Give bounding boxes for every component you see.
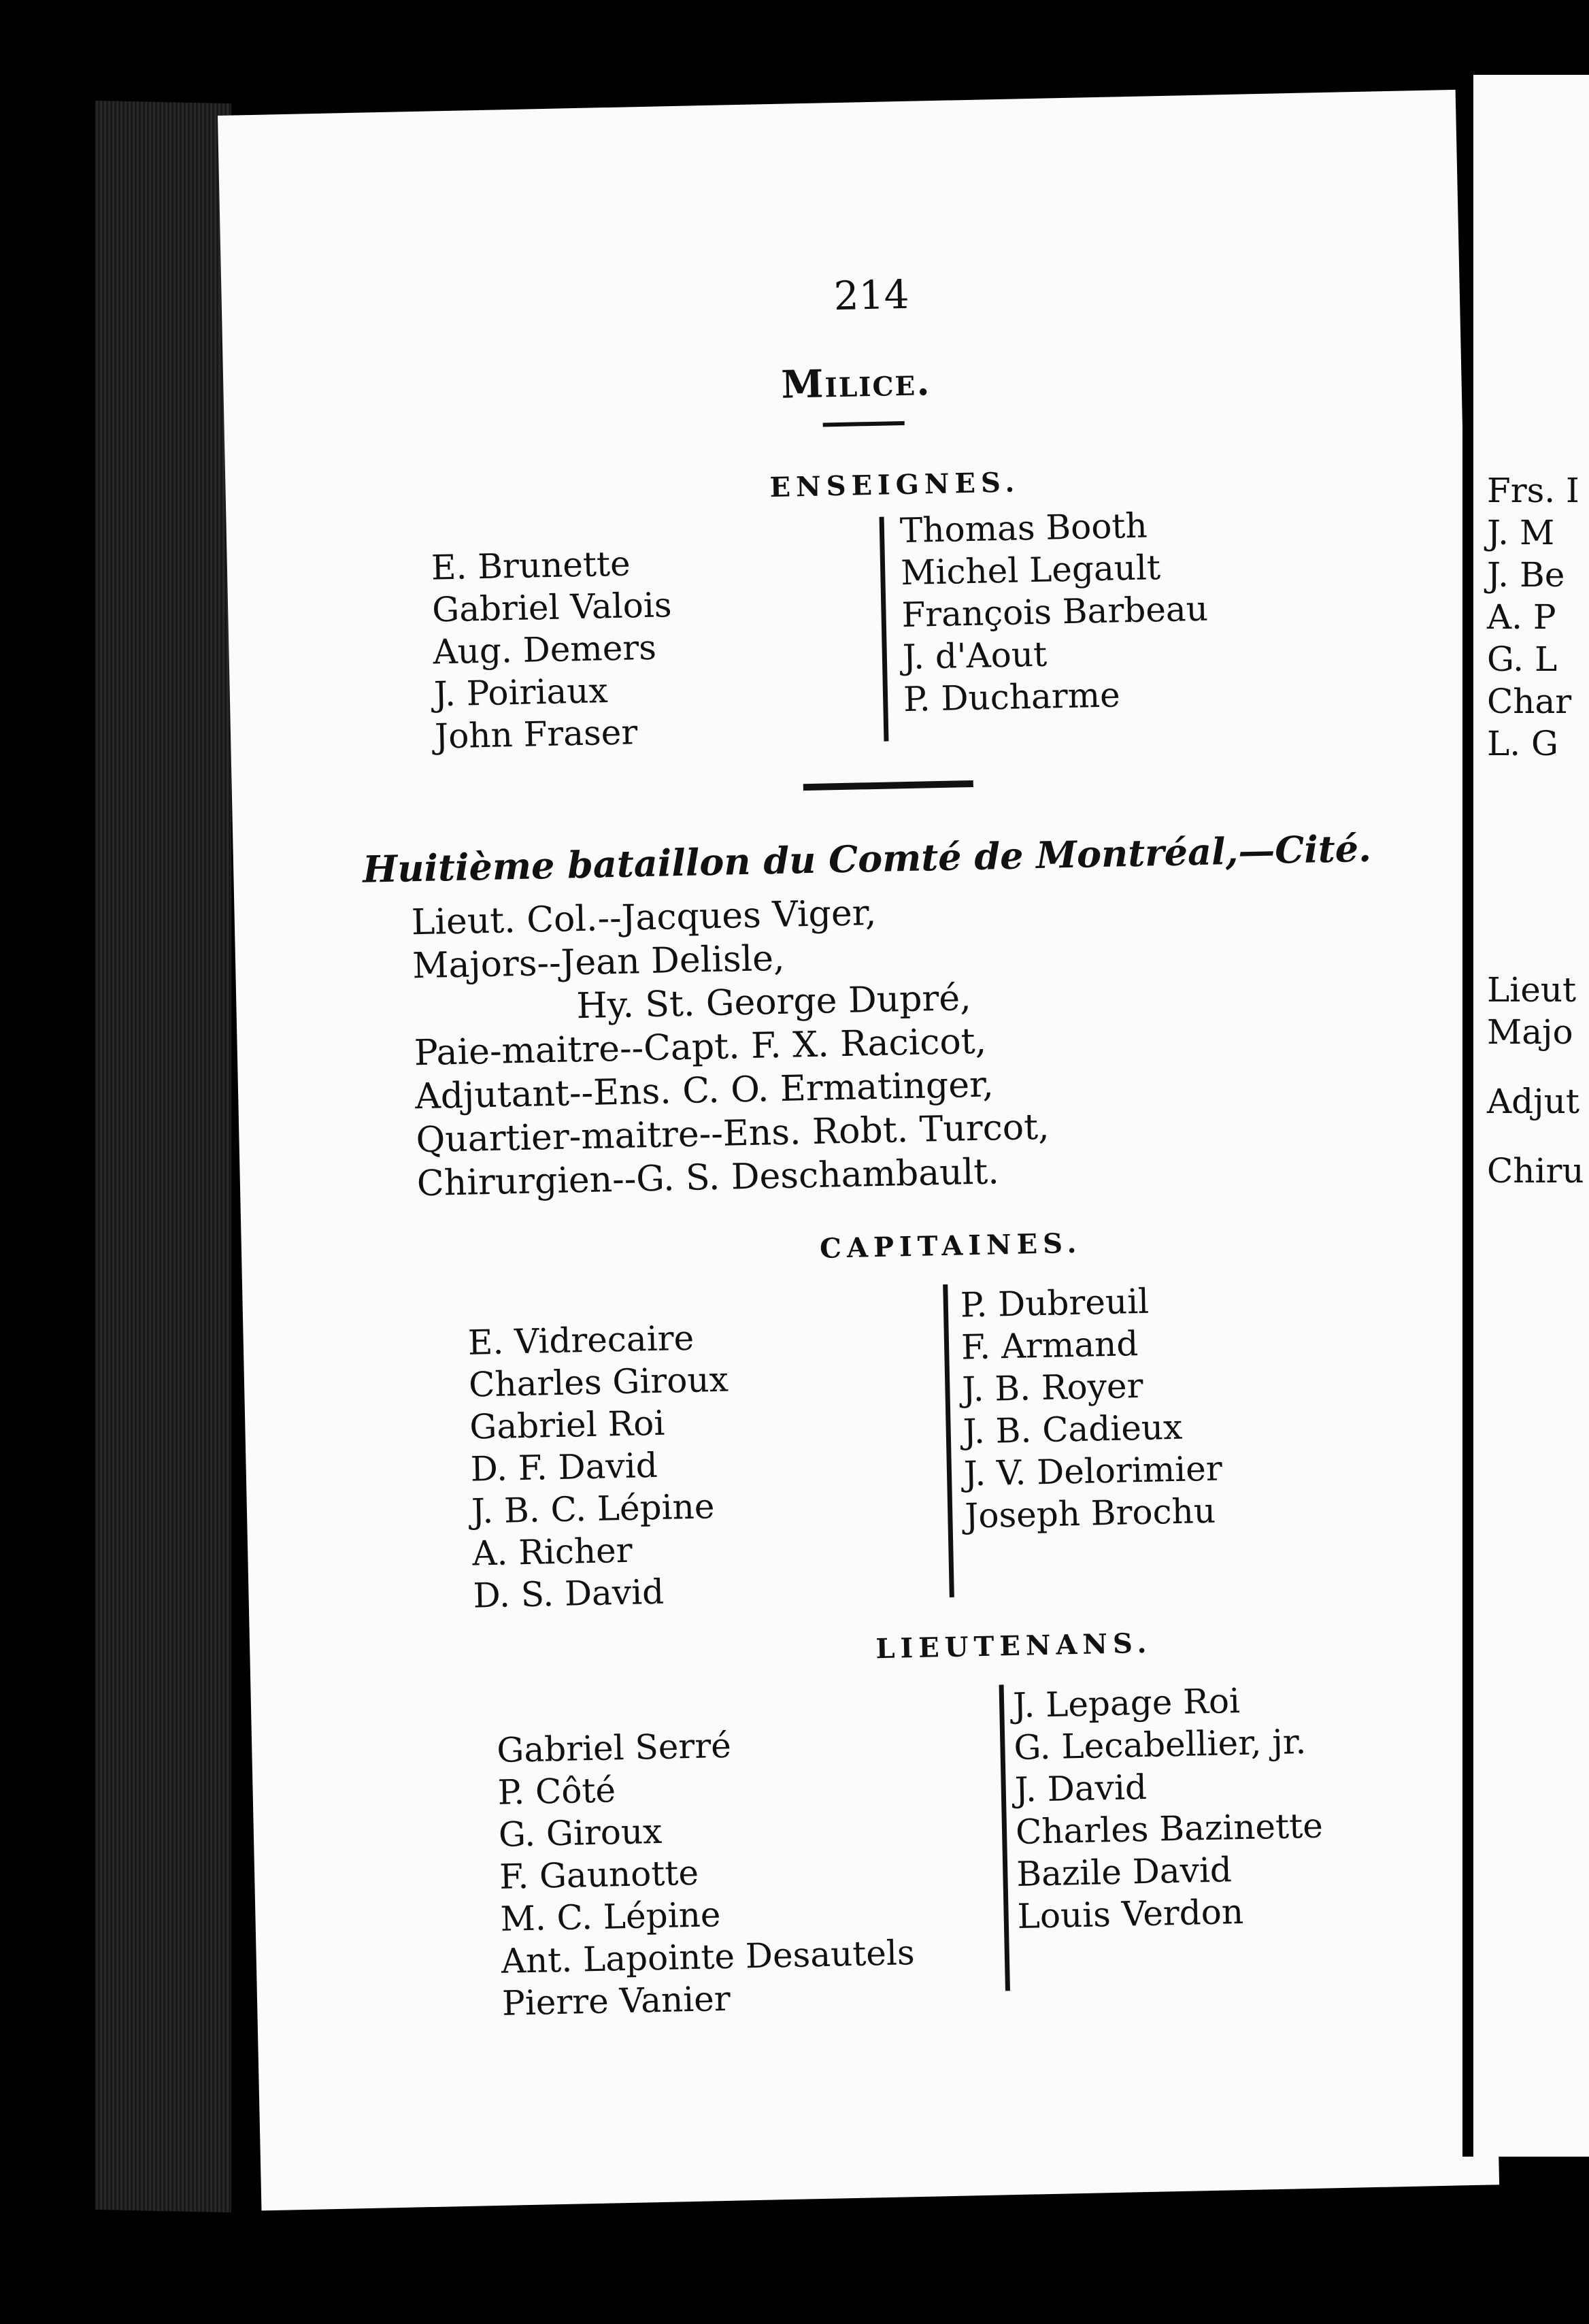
officer-name: J. Poiriaux xyxy=(433,671,609,714)
staff-entry: Majors--Jean Delisle, xyxy=(412,937,786,987)
lieutenans-left-list xyxy=(497,1721,916,2025)
officer-name: Louis Verdon xyxy=(1017,1892,1244,1936)
lieutenans-heading: LIEUTENANS. xyxy=(875,1627,1152,1665)
officer-name: Ant. Lapointe Desautels xyxy=(501,1933,916,1981)
lieutenans-right-list xyxy=(1013,1678,1325,1938)
officer-name: J. Lepage Roi xyxy=(1012,1681,1241,1726)
staff-entry: Chirurgien--G. S. Deschambault. xyxy=(416,1151,1000,1205)
officer-name: Gabriel Serré xyxy=(496,1725,732,1770)
capitaines-right-list xyxy=(960,1279,1223,1538)
officer-name: J. B. C. Lépine xyxy=(471,1487,715,1531)
officer-name: Aug. Demers xyxy=(432,627,657,672)
battalion-title: Huitième bataillon du Comté de Montréal,—Cité. xyxy=(362,826,1372,891)
officer-name: John Fraser xyxy=(434,712,638,757)
officer-name: G. Giroux xyxy=(498,1811,663,1855)
enseignes-heading: ENSEIGNES. xyxy=(769,466,1020,504)
column-divider xyxy=(880,517,889,742)
facing-page-fragment: Frs. I xyxy=(1487,471,1579,510)
officer-name: Thomas Booth xyxy=(899,505,1148,551)
officer-name: Gabriel Roi xyxy=(469,1403,665,1447)
officer-name: Joseph Brochu xyxy=(964,1491,1216,1536)
facing-page-fragment: Chiru xyxy=(1487,1151,1584,1191)
facing-page-fragment: Char xyxy=(1487,682,1572,721)
facing-page-fragment: J. Be xyxy=(1487,555,1565,595)
battalion-staff xyxy=(411,888,1050,1206)
officer-name: J. V. Delorimier xyxy=(963,1448,1223,1494)
staff-entry: Hy. St. George Dupré, xyxy=(575,978,972,1027)
page-title: Milice. xyxy=(780,359,932,408)
capitaines-heading: CAPITAINES. xyxy=(819,1227,1082,1265)
facing-page-fragment: G. L xyxy=(1487,640,1558,679)
officer-name: A. Richer xyxy=(471,1530,633,1574)
staff-entry: Quartier-maitre--Ens. Robt. Turcot, xyxy=(415,1106,1050,1161)
officer-name: J. B. Royer xyxy=(961,1365,1143,1410)
facing-page-fragment: Adjut xyxy=(1487,1082,1579,1121)
officer-name: J. David xyxy=(1014,1767,1148,1810)
capitaines-left-list xyxy=(467,1316,733,1617)
facing-page-fragment: J. M xyxy=(1487,513,1555,552)
officer-name: P. Dubreuil xyxy=(960,1281,1150,1325)
officer-name: Charles Giroux xyxy=(468,1359,729,1405)
officer-name: F. Gaunotte xyxy=(499,1853,699,1897)
title-rule xyxy=(823,421,905,427)
enseignes-left-list xyxy=(431,542,675,757)
column-divider xyxy=(943,1284,954,1597)
column-divider xyxy=(999,1684,1010,1991)
officer-name: G. Lecabellier, jr. xyxy=(1013,1722,1307,1768)
officer-name: Pierre Vanier xyxy=(501,1978,731,2023)
staff-entry: Adjutant--Ens. C. O. Ermatinger, xyxy=(414,1064,994,1118)
officer-name: M. C. Lépine xyxy=(499,1895,721,1939)
book-fore-edge xyxy=(95,101,231,2212)
officer-name: Gabriel Valois xyxy=(431,585,673,630)
staff-entry: Lieut. Col.--Jacques Viger, xyxy=(411,892,877,944)
section-rule xyxy=(803,780,973,791)
officer-name: Michel Legault xyxy=(900,548,1161,593)
officer-name: P. Côté xyxy=(497,1770,616,1812)
staff-entry: Paie-maitre--Capt. F. X. Racicot, xyxy=(414,1020,987,1074)
book-page xyxy=(218,90,1499,2210)
officer-name: P. Ducharme xyxy=(903,675,1121,720)
officer-name: D. F. David xyxy=(470,1445,658,1489)
facing-page-fragment: Lieut xyxy=(1487,970,1577,1010)
facing-page-fragment: A. P xyxy=(1487,597,1556,637)
officer-name: E. Vidrecaire xyxy=(467,1318,695,1363)
page-number: 214 xyxy=(833,271,910,320)
officer-name: F. Armand xyxy=(960,1324,1139,1367)
officer-name: D. S. David xyxy=(473,1572,665,1616)
officer-name: J. d'Aout xyxy=(902,634,1048,678)
officer-name: E. Brunette xyxy=(431,544,631,588)
officer-name: J. B. Cadieux xyxy=(963,1407,1183,1452)
facing-page-fragment: Majo xyxy=(1487,1012,1573,1052)
facing-page xyxy=(1462,75,1589,2157)
officer-name: Charles Bazinette xyxy=(1015,1806,1324,1852)
officer-name: Bazile David xyxy=(1016,1850,1233,1894)
officer-name: François Barbeau xyxy=(901,588,1209,635)
enseignes-right-list xyxy=(899,503,1210,720)
facing-page-fragment: L. G xyxy=(1487,724,1558,763)
